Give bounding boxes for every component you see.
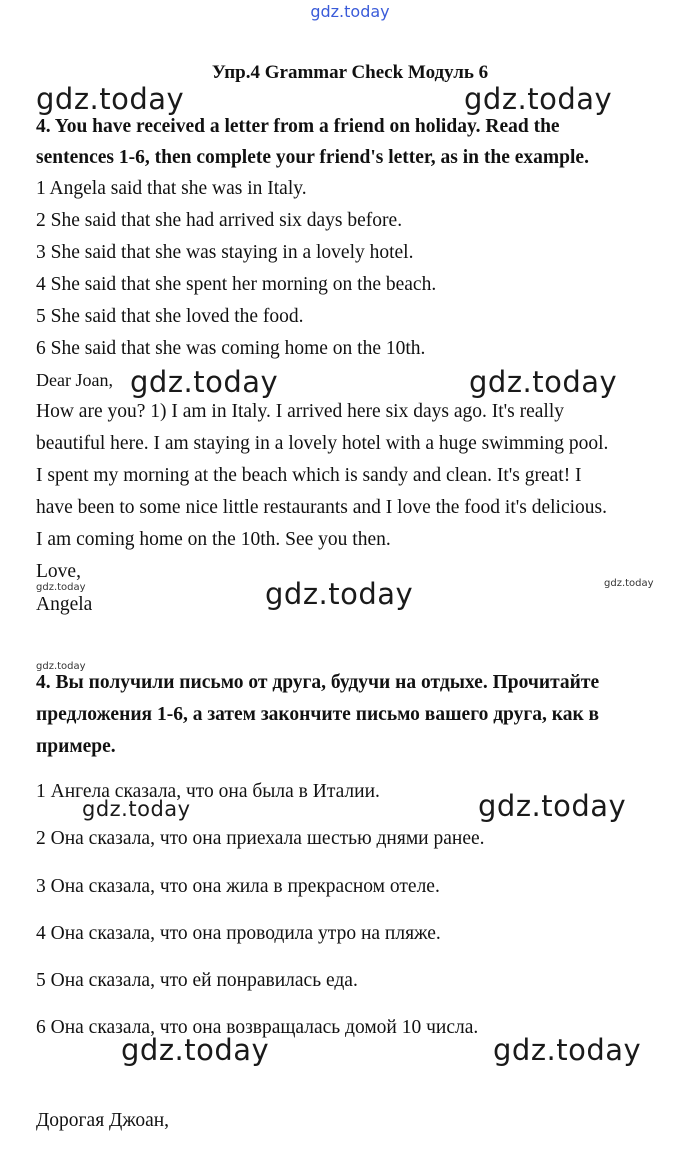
header-watermark: gdz.today xyxy=(310,2,390,21)
watermark: gdz.today xyxy=(478,789,627,823)
russian-sentence-1: 1 Ангела сказала, что она была в Италии. xyxy=(36,781,380,802)
watermark: gdz.today xyxy=(130,365,279,399)
letter-line-1: How are you? 1) I am in Italy. I arrived here six days ago. It's really xyxy=(36,401,565,422)
russian-sentence-6: 6 Она сказала, что она возвращалась домой 10 числа. xyxy=(36,1017,479,1038)
watermark-small: gdz.today xyxy=(36,661,86,672)
watermark: gdz.today xyxy=(121,1033,270,1067)
watermark: gdz.today xyxy=(36,82,185,116)
watermark: gdz.today xyxy=(493,1033,642,1067)
page-title: Упр.4 Grammar Check Модуль 6 xyxy=(211,62,489,83)
english-sentence-4: 4 She said that she spent her morning on the beach. xyxy=(36,274,437,295)
letter-closing: Love, xyxy=(36,561,81,582)
letter-greeting: Dear Joan, xyxy=(36,370,113,390)
letter-signature: Angela xyxy=(36,594,93,615)
watermark-small: gdz.today xyxy=(604,578,654,589)
watermark: gdz.today xyxy=(469,365,618,399)
russian-task-line-1: 4. Вы получили письмо от друга, будучи на отдыхе. Прочитайте xyxy=(36,672,600,693)
russian-sentence-4: 4 Она сказала, что она проводила утро на пляже. xyxy=(36,923,441,944)
english-sentence-6: 6 She said that she was coming home on the 10th. xyxy=(36,338,426,359)
russian-task-line-3: примере. xyxy=(36,736,116,757)
english-task-line-2: sentences 1-6, then complete your friend's letter, as in the example. xyxy=(36,147,589,168)
english-sentence-2: 2 She said that she had arrived six days before. xyxy=(36,210,403,231)
letter-line-2: beautiful here. I am staying in a lovely hotel with a huge swimming pool. xyxy=(36,433,609,454)
russian-task-line-2: предложения 1-6, а затем закончите письмо вашего друга, как в xyxy=(36,704,600,725)
watermark: gdz.today xyxy=(265,577,414,611)
russian-sentence-5: 5 Она сказала, что ей понравилась еда. xyxy=(36,970,358,991)
letter-line-3: I spent my morning at the beach which is sandy and clean. It's great! I xyxy=(36,465,582,486)
english-sentence-5: 5 She said that she loved the food. xyxy=(36,306,304,327)
watermark: gdz.today xyxy=(82,797,191,821)
russian-sentence-2: 2 Она сказала, что она приехала шестью днями ранее. xyxy=(36,828,485,849)
letter-line-4: have been to some nice little restaurants and I love the food it's delicious. xyxy=(36,497,608,518)
letter-line-5: I am coming home on the 10th. See you then. xyxy=(36,529,391,550)
russian-sentence-3: 3 Она сказала, что она жила в прекрасном отеле. xyxy=(36,876,440,897)
russian-greeting: Дорогая Джоан, xyxy=(36,1110,170,1131)
watermark-small: gdz.today xyxy=(36,582,86,593)
english-sentence-3: 3 She said that she was staying in a lovely hotel. xyxy=(36,242,414,263)
english-task-line-1: 4. You have received a letter from a friend on holiday. Read the xyxy=(36,116,560,137)
english-sentence-1: 1 Angela said that she was in Italy. xyxy=(36,178,307,199)
watermark: gdz.today xyxy=(464,82,613,116)
